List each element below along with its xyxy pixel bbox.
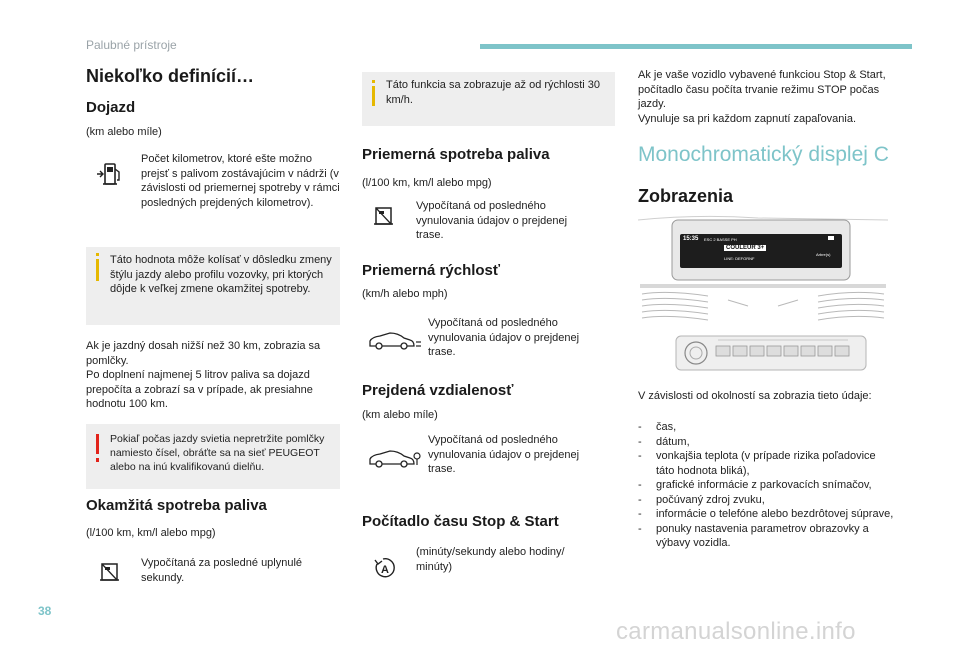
- speed-info-note-text: Táto funkcia sa zobrazuje až od rýchlosti 30 km/h.: [386, 79, 601, 106]
- stop-start-icon: [373, 556, 397, 578]
- info-icon: [372, 86, 375, 106]
- page-number: 38: [38, 604, 52, 618]
- avg-speed-unit: (km/h alebo mph): [362, 288, 448, 300]
- screen-line1: ESC 2 BASSE PH: [704, 237, 737, 242]
- watermark: carmanualsonline.info: [616, 618, 856, 645]
- instant-heading: Okamžitá spotreba paliva: [86, 497, 267, 514]
- display-heading: Zobrazenia: [638, 186, 734, 206]
- car-distance-icon: [366, 448, 422, 470]
- car-speed-icon: [366, 330, 422, 352]
- list-item: - čas,: [638, 420, 894, 435]
- speed-info-note: [362, 72, 615, 126]
- avg-speed-description: Vypočítaná od posledného vynulovania údajov o prejdenej trase.: [428, 317, 580, 358]
- list-item: - grafické informácie z parkovacích snímačov,: [638, 478, 894, 493]
- instant-description: Vypočítaná za posledné uplynulé sekundy.: [141, 557, 303, 584]
- fuel-consumption-icon: [99, 561, 121, 583]
- fuel-consumption-icon: [373, 205, 395, 227]
- fuel-pump-icon: [95, 160, 123, 190]
- range-description: Počet kilometrov, ktoré ešte možno prejsť s palivom zostávajúcim v nádrži (v závislosti od priemernej spotreby v rámci posledných prejdených kilometrov).: [141, 153, 340, 209]
- warning-note-text: Pokiaľ počas jazdy svietia nepretržite pomlčky namiesto čísel, obráťte sa na sieť PEUGEOT alebo na inú kvalifikovanú dielňu.: [110, 433, 325, 473]
- display-intro: V závislosti od okolností sa zobrazia tieto údaje:: [638, 390, 872, 402]
- monochrome-screen: [680, 234, 842, 268]
- info-icon: [96, 259, 99, 281]
- range-unit: (km alebo míle): [86, 126, 162, 138]
- instant-unit: (l/100 km, km/l alebo mpg): [86, 527, 216, 539]
- screen-right-text: Arbre(s): [816, 252, 831, 257]
- avg-consumption-description: Vypočítaná od posledného vynulovania údajov o prejdenej trase.: [416, 200, 568, 241]
- list-item: - počúvaný zdroj zvuku,: [638, 493, 894, 508]
- info-note: [86, 247, 340, 325]
- svg-text:A: A: [381, 564, 389, 576]
- stop-start-description: (minúty/sekundy alebo hodiny/ minúty): [416, 546, 565, 573]
- screen-status-icon: [828, 236, 834, 240]
- list-item: - ponuky nastavenia parametrov obrazovky a výbavy vozidla.: [638, 522, 894, 551]
- range-paragraph: Ak je jazdný dosah nižší než 30 km, zobrazia sa pomlčky. Po doplnení najmenej 5 litrov paliva sa dojazd prepočíta a zobrazí sa v prípade, ak presiahne hodnotu 100 km.: [86, 340, 321, 410]
- list-item: - vonkajšia teplota (v prípade rizika poľadovice táto hodnota bliká),: [638, 449, 894, 478]
- display-info-list: [638, 420, 894, 551]
- warning-note: [86, 424, 340, 489]
- list-item: - informácie o telefóne alebo bezdrôtovej súprave,: [638, 507, 894, 522]
- distance-heading: Prejdená vzdialenosť: [362, 382, 514, 399]
- screen-time: 15:35: [683, 236, 699, 242]
- screen-big-text: COULEUR 3+: [726, 245, 765, 251]
- distance-unit: (km alebo míle): [362, 409, 438, 421]
- list-item: - dátum,: [638, 435, 894, 450]
- avg-consumption-heading: Priemerná spotreba paliva: [362, 146, 550, 163]
- page-title: Niekoľko definícií…: [86, 66, 254, 86]
- info-note-text: Táto hodnota môže kolísať v dôsledku zmeny štýlu jazdy alebo profilu vozovky, pri ktorých dôjde k veľkej zmene okamžitej spotreby.: [110, 254, 332, 295]
- avg-speed-heading: Priemerná rýchlosť: [362, 262, 501, 279]
- distance-description: Vypočítaná od posledného vynulovania údajov o prejdenej trase.: [428, 434, 580, 475]
- warning-icon: [96, 434, 99, 454]
- section-header: Palubné prístroje: [86, 38, 177, 52]
- range-heading: Dojazd: [86, 99, 136, 116]
- screen-sub-text: LINE: DEFORNF: [724, 256, 755, 261]
- mono-display-title: Monochromatický displej C: [638, 143, 889, 166]
- stop-start-heading: Počítadlo času Stop & Start: [362, 513, 559, 530]
- header-accent-bar: [480, 44, 912, 49]
- avg-consumption-unit: (l/100 km, km/l alebo mpg): [362, 177, 492, 189]
- stop-start-paragraph: Ak je vaše vozidlo vybavené funkciou Stop & Start, počítadlo času počíta trvanie režimu STOP počas jazdy. Vynuluje sa pri každom zapnutí zapaľovania.: [638, 69, 886, 125]
- dashboard-illustration: [638, 214, 888, 374]
